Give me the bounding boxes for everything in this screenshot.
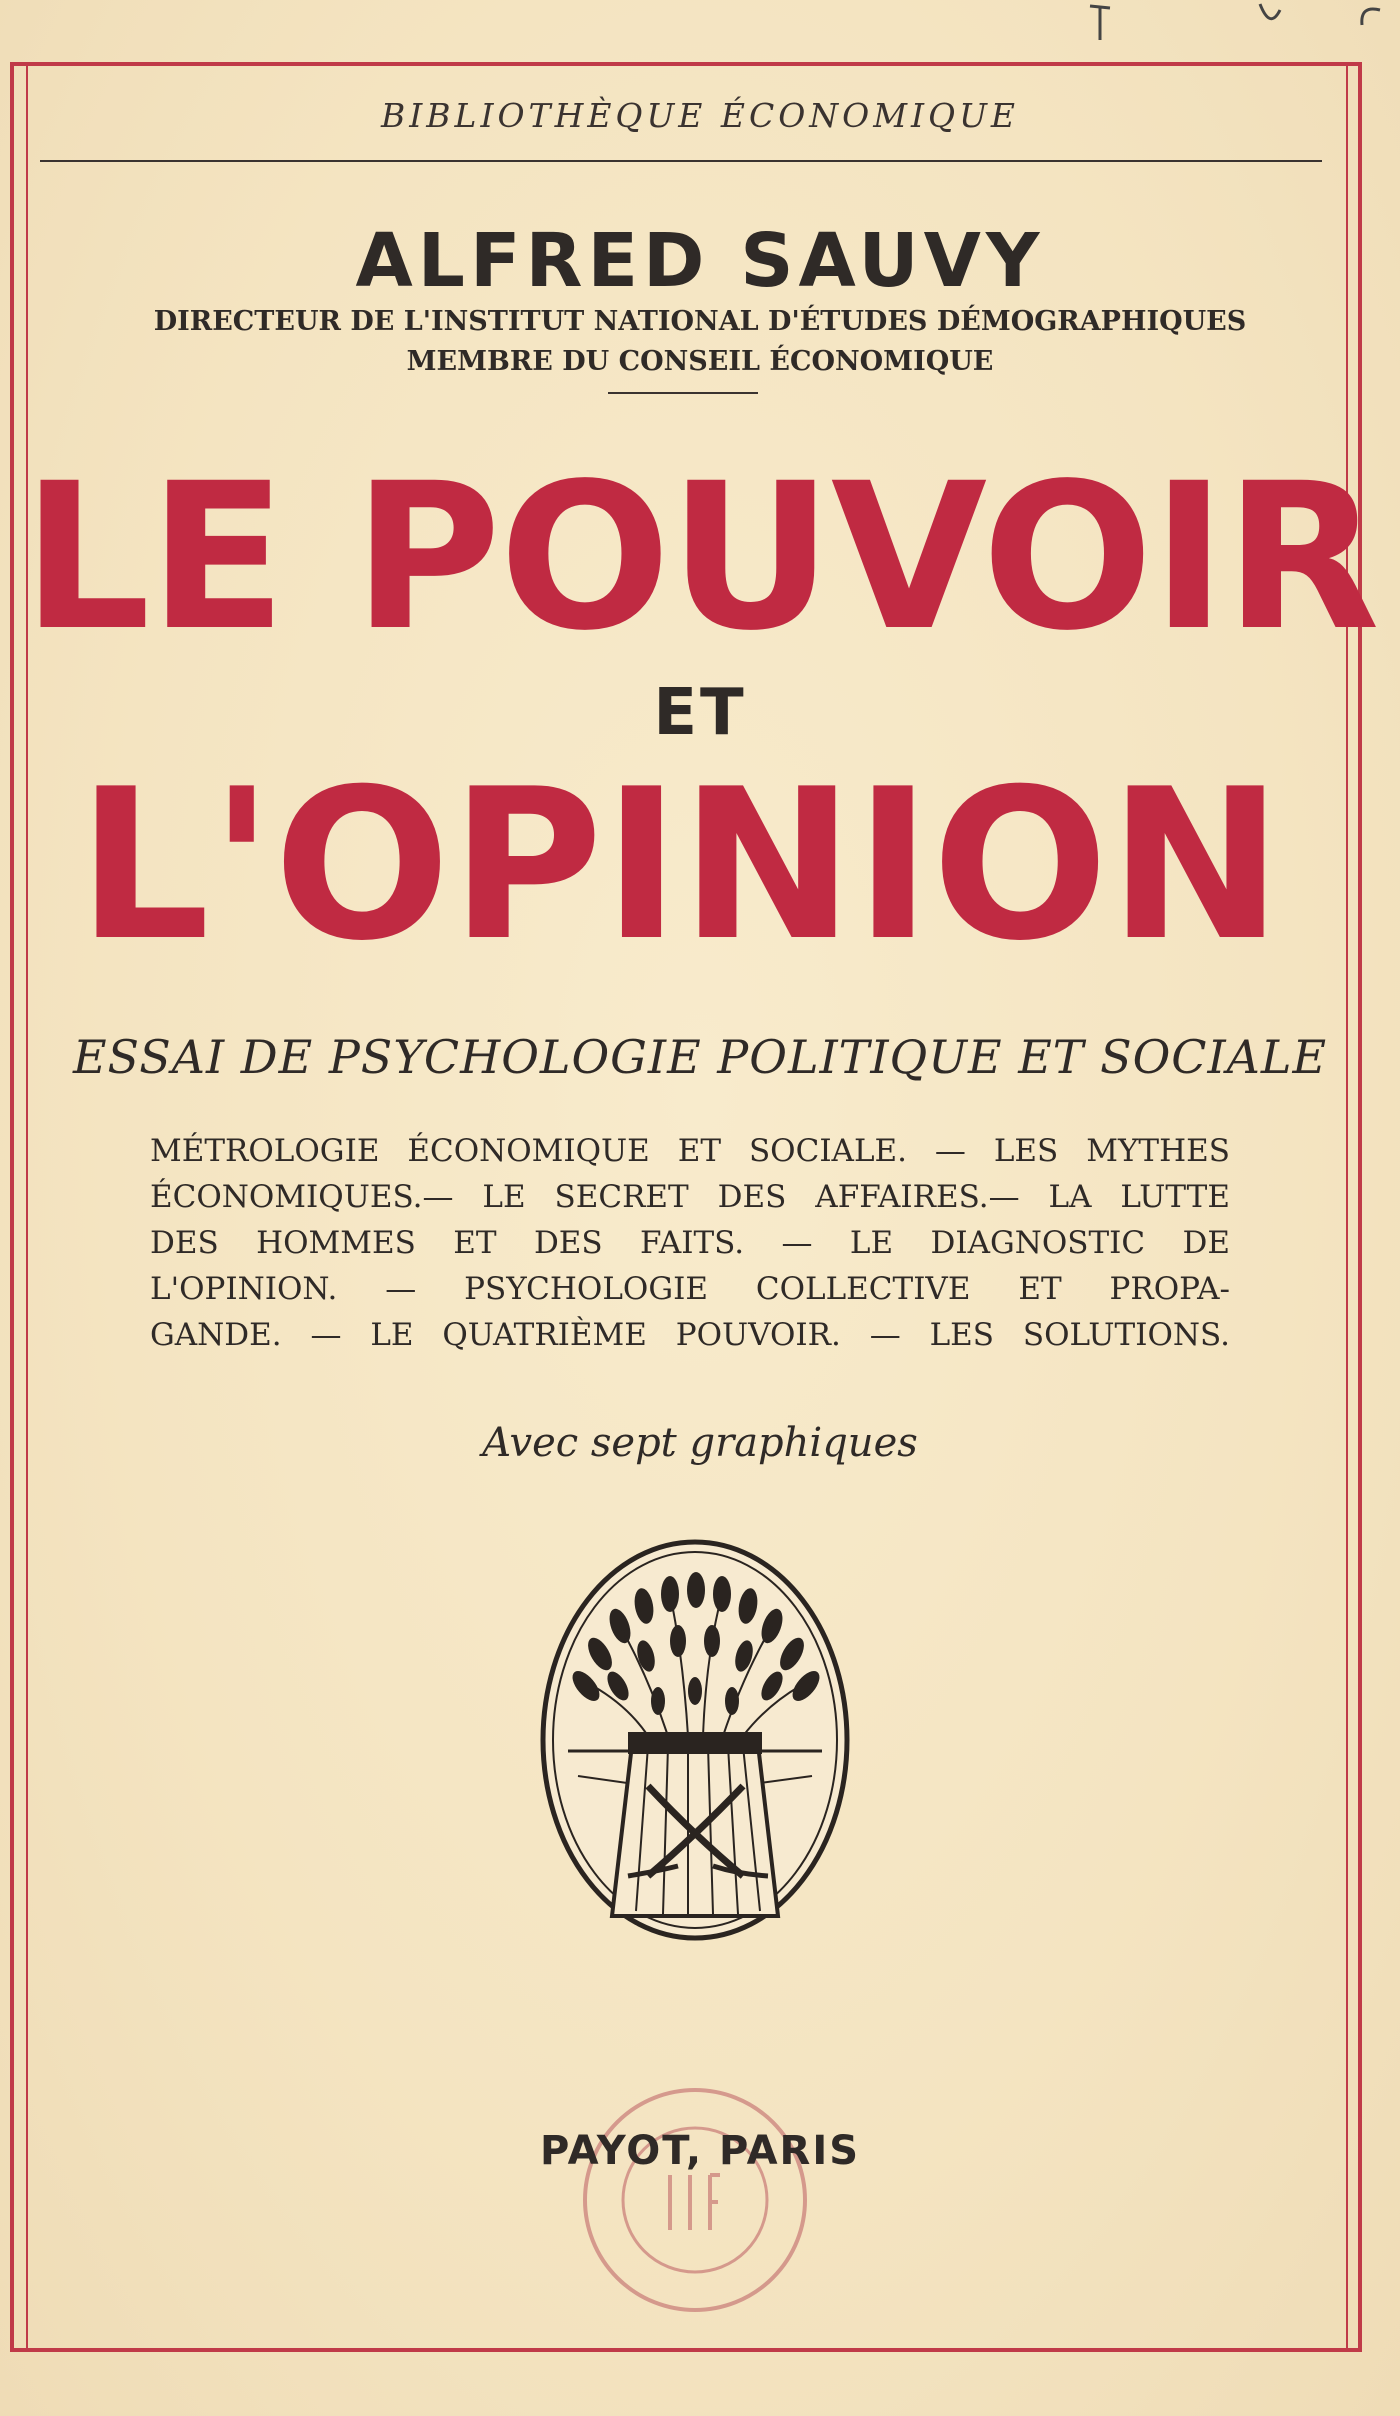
subtitle: ESSAI DE PSYCHOLOGIE POLITIQUE ET SOCIALE (72, 1030, 1328, 1084)
contents-line: MÉTROLOGIE ÉCONOMIQUE ET SOCIALE. — LES MYTHES (150, 1133, 1230, 1169)
handwritten-annotation-icon (1080, 0, 1400, 60)
contents-line: GANDE. — LE QUATRIÈME POUVOIR. — LES SOLUTIONS. (150, 1317, 1230, 1353)
wheat-sheaf-emblem-icon (538, 1536, 852, 1944)
short-divider (608, 392, 758, 394)
contents-summary (150, 1128, 1230, 1358)
author-name: ALFRED SAUVY (355, 218, 1045, 304)
library-stamp-icon (560, 2080, 830, 2320)
graphics-note: Avec sept graphiques (482, 1420, 918, 1466)
author-credential: MEMBRE DU CONSEIL ÉCONOMIQUE (406, 346, 994, 377)
series-title: BIBLIOTHÈQUE ÉCONOMIQUE (381, 96, 1019, 135)
contents-line: L'OPINION. — PSYCHOLOGIE COLLECTIVE ET PROPA- (150, 1271, 1230, 1307)
title-line-2: L'OPINION (77, 745, 1283, 987)
author-credential: DIRECTEUR DE L'INSTITUT NATIONAL D'ÉTUDES DÉMOGRAPHIQUES (153, 306, 1247, 337)
title-connector: ET (653, 676, 747, 750)
title-line-1: LE POUVOIR (21, 439, 1379, 675)
contents-line: DES HOMMES ET DES FAITS. — LE DIAGNOSTIC DE (150, 1225, 1230, 1261)
publisher: PAYOT, PARIS (539, 2128, 861, 2174)
divider-rule (40, 160, 1322, 162)
contents-line: ÉCONOMIQUES.— LE SECRET DES AFFAIRES.— LA LUTTE (150, 1179, 1230, 1215)
